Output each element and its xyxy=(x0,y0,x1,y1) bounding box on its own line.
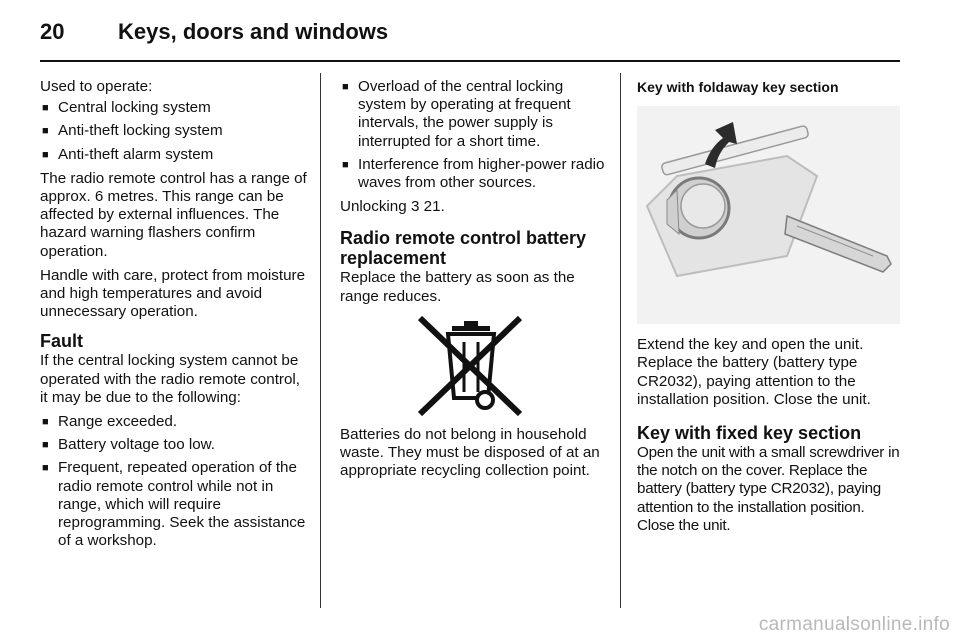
bullet-icon: ■ xyxy=(42,125,49,138)
foldaway-heading: Key with foldaway key section xyxy=(637,79,839,95)
bullet-icon: ■ xyxy=(342,158,349,171)
bullet-icon: ■ xyxy=(42,416,49,429)
list-item: ■ Interference from higher-power radio waves from other sources. xyxy=(342,155,605,192)
column-2 xyxy=(340,78,608,486)
range-paragraph: The radio remote control has a range of approx. 6 metres. This range can be affected by external influences. The hazard warning flashers confirm operation. xyxy=(40,169,307,260)
list-item: ■ Battery voltage too low. xyxy=(42,436,216,454)
list-item: ■ Frequent, repeated operation of the radio remote control while not in range, which will require reprogramming. Seek the assistance of a workshop. xyxy=(42,459,306,550)
fault-list xyxy=(40,413,308,550)
list-item: ■ Overload of the central locking system by operating at frequent intervals, the power supply is interrupted for a short time. xyxy=(342,78,571,150)
fixed-key-heading: Key with fixed key section xyxy=(637,423,862,444)
battery-paragraph: Replace the battery as soon as the range reduces. xyxy=(340,269,575,305)
fault-heading: Fault xyxy=(40,331,83,352)
page-title: Keys, doors and windows xyxy=(118,19,389,44)
list-item: ■ Anti-theft alarm system xyxy=(42,145,214,163)
bullet-icon: ■ xyxy=(42,462,49,475)
list-item: ■ Central locking system xyxy=(42,99,211,117)
battery-heading: Radio remote control battery replacement xyxy=(340,228,587,269)
foldaway-paragraph: Extend the key and open the unit. Replace the battery (battery type CR2032), paying attention to the installation position. Close the unit. xyxy=(637,336,871,408)
column-3 xyxy=(637,78,900,541)
fault-paragraph: If the central locking system cannot be operated with the radio remote control, it may be due to the following: xyxy=(40,352,301,406)
disposal-paragraph: Batteries do not belong in household waste. They must be disposed of at an appropriate recycling collection point. xyxy=(340,425,600,480)
column-divider xyxy=(620,73,621,608)
reference-arrow-icon: 3 xyxy=(410,198,420,216)
care-paragraph: Handle with care, protect from moisture and high temperatures and avoid unnecessary operation. xyxy=(40,266,306,321)
list-item: ■ Anti-theft locking system xyxy=(42,122,223,140)
watermark: carmanualsonline.info xyxy=(758,614,950,635)
intro-text: Used to operate: xyxy=(40,78,153,95)
interference-list xyxy=(340,78,608,192)
bullet-icon: ■ xyxy=(342,81,349,93)
column-1 xyxy=(40,78,308,556)
header-rule xyxy=(40,60,900,62)
key-illustration xyxy=(637,106,900,324)
bullet-icon: ■ xyxy=(42,148,49,161)
operate-list xyxy=(40,99,308,164)
unlocking-reference: Unlocking 3 21. xyxy=(340,198,445,216)
fixed-key-paragraph: Open the unit with a small screwdriver in the notch on the cover. Replace the battery (battery type CR2032), paying attention to the installation position. Close the unit. xyxy=(637,444,900,534)
page-number: 20 xyxy=(40,19,65,44)
bullet-icon: ■ xyxy=(42,439,49,452)
crossed-bin-icon xyxy=(340,312,608,420)
bullet-icon: ■ xyxy=(42,102,49,115)
list-item: ■ Range exceeded. xyxy=(42,413,178,431)
column-divider xyxy=(320,73,321,608)
